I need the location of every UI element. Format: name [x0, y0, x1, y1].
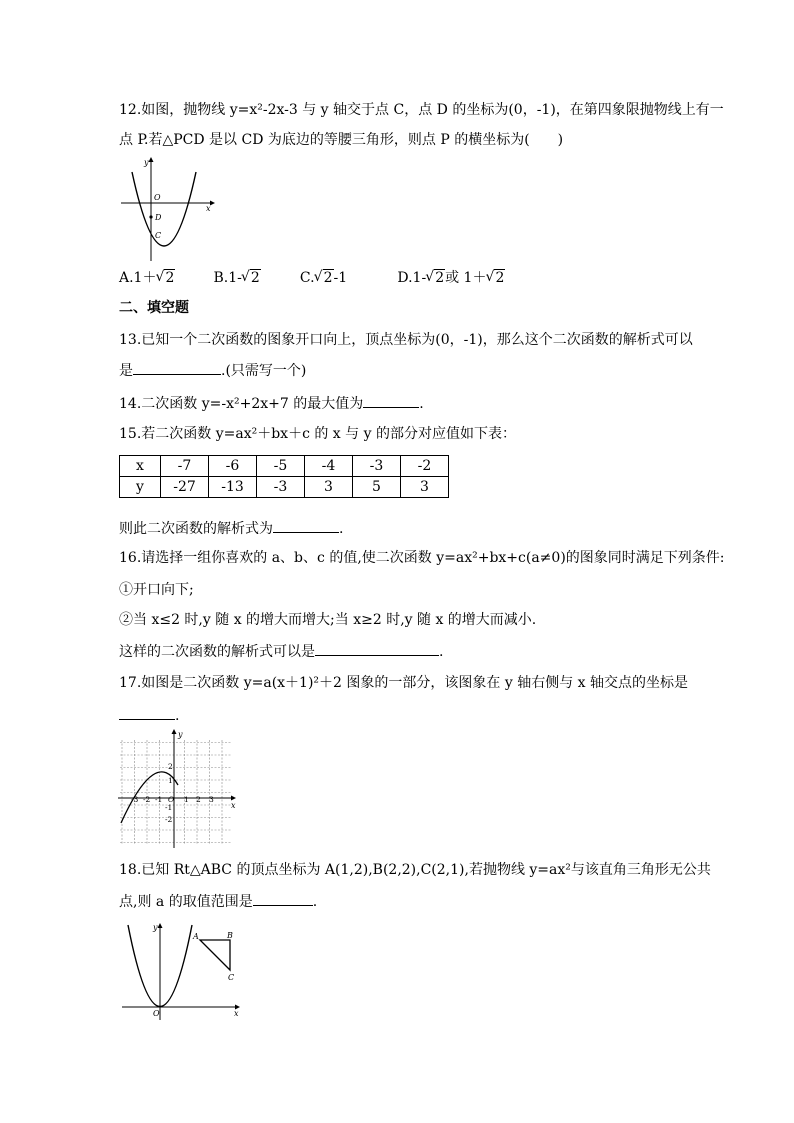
section-title-fill-blank: 二、填空题: [119, 300, 189, 316]
q13-line-2: 是 .(只需写一个): [119, 360, 306, 381]
table-cell: -2: [401, 456, 449, 477]
q16-answer-blank[interactable]: [315, 641, 439, 656]
q18-line-1: 18.已知 Rt△ABC 的顶点坐标为 A(1,2),B(2,2),C(2,1),若抛物线 y=ax²与该直角三角形无公共: [119, 862, 711, 878]
q12-option-d: D.1-√ 2或 1＋√ 2: [397, 268, 505, 288]
q17-fig-ytick-1: 1: [168, 776, 173, 785]
q17-fig-y-label: y: [178, 730, 183, 739]
table-cell: 3: [401, 477, 449, 498]
q17-fig-xtick-neg3: -3: [131, 795, 139, 804]
table-cell: 5: [353, 477, 401, 498]
q12-line-2: 点 P.若△PCD 是以 CD 为底边的等腰三角形，则点 P 的横坐标为( ): [119, 132, 564, 148]
q12-parabola-figure: [118, 156, 218, 264]
q12-option-a: A.1＋√ 2: [119, 268, 209, 288]
q17-fig-ytick-neg1: -1: [165, 803, 173, 812]
q18-fig-C-label: C: [228, 973, 235, 982]
q15-value-table: [119, 455, 449, 498]
q16-answer-line: 这样的二次函数的解析式可以是 .: [119, 641, 443, 662]
q12-option-b: B.1-√ 2: [213, 268, 295, 288]
q16-condition-2: ②当 x≤2 时,y 随 x 的增大而增大;当 x≥2 时,y 随 x 的增大而减小.: [119, 612, 537, 628]
q17-fig-xtick-1: 1: [184, 795, 189, 804]
q18-answer-blank[interactable]: [253, 891, 313, 906]
table-cell: 3: [305, 477, 353, 498]
q18-fig-B-label: B: [227, 931, 233, 940]
q16-line-1: 16.请选择一组你喜欢的 a、b、c 的值,使二次函数 y=ax²+bx+c(a≠0)的图象同时满足下列条件:: [119, 550, 725, 566]
q17-fig-xtick-neg2: -2: [143, 795, 151, 804]
q13-answer-blank[interactable]: [133, 360, 221, 375]
q18-fig-A-label: A: [193, 932, 199, 941]
q17-answer-blank[interactable]: [119, 705, 175, 720]
q17-line-2: .: [119, 705, 179, 726]
q18-line-2: 点,则 a 的取值范围是 .: [119, 891, 317, 912]
q14-line: 14.二次函数 y=-x²+2x+7 的最大值为 .: [119, 393, 424, 414]
q17-fig-ytick-2: 2: [168, 762, 173, 771]
q18-figure: [120, 922, 245, 1022]
q17-fig-x-label: x: [231, 801, 236, 810]
q13-line-1: 13.已知一个二次函数的图象开口向上，顶点坐标为(0，-1)，那么这个二次函数的解析式可以: [119, 332, 693, 348]
q12-option-c: C.√ 2-1: [300, 268, 393, 288]
table-header-y: y: [120, 477, 161, 498]
q12-fig-origin-label: O: [154, 193, 161, 202]
q17-fig-ytick-neg2: -2: [165, 815, 173, 824]
q17-fig-xtick-2: 2: [196, 795, 201, 804]
table-cell: -6: [209, 456, 257, 477]
table-cell: -3: [257, 477, 305, 498]
table-cell: -4: [305, 456, 353, 477]
q18-fig-y-label: y: [153, 923, 158, 932]
table-cell: -7: [161, 456, 209, 477]
q17-line-1: 17.如图是二次函数 y=a(x＋1)²＋2 图象的一部分，该图象在 y 轴右侧与 x 轴交点的坐标是: [119, 675, 689, 691]
table-cell: -27: [161, 477, 209, 498]
q17-fig-xtick-3: 3: [209, 795, 214, 804]
q18-fig-x-label: x: [234, 1009, 239, 1018]
q18-fig-origin-label: O: [153, 1009, 160, 1018]
table-cell: -3: [353, 456, 401, 477]
q16-condition-1: ①开口向下;: [119, 582, 194, 598]
q17-fig-xtick-neg1: -1: [155, 795, 163, 804]
table-cell: -13: [209, 477, 257, 498]
q14-answer-blank[interactable]: [363, 393, 419, 408]
table-row: [120, 456, 449, 477]
table-cell: -5: [257, 456, 305, 477]
q15-answer-line: 则此二次函数的解析式为 .: [119, 518, 343, 539]
q15-intro: 15.若二次函数 y=ax²＋bx＋c 的 x 与 y 的部分对应值如下表：: [119, 426, 516, 442]
q15-answer-blank[interactable]: [273, 518, 339, 533]
q12-options: [119, 268, 505, 288]
q12-fig-C-label: C: [155, 231, 162, 240]
table-row: [120, 477, 449, 498]
q12-fig-y-label: y: [144, 158, 149, 167]
q12-line-1: 12.如图，抛物线 y=x²-2x-3 与 y 轴交于点 C，点 D 的坐标为(0，-1)，在第四象限抛物线上有一: [119, 102, 724, 118]
q12-fig-D-label: D: [155, 213, 162, 222]
q17-fig-origin-label: O: [168, 795, 175, 804]
q12-fig-x-label: x: [206, 204, 211, 213]
q17-graph-figure: [118, 730, 243, 850]
table-header-x: x: [120, 456, 161, 477]
